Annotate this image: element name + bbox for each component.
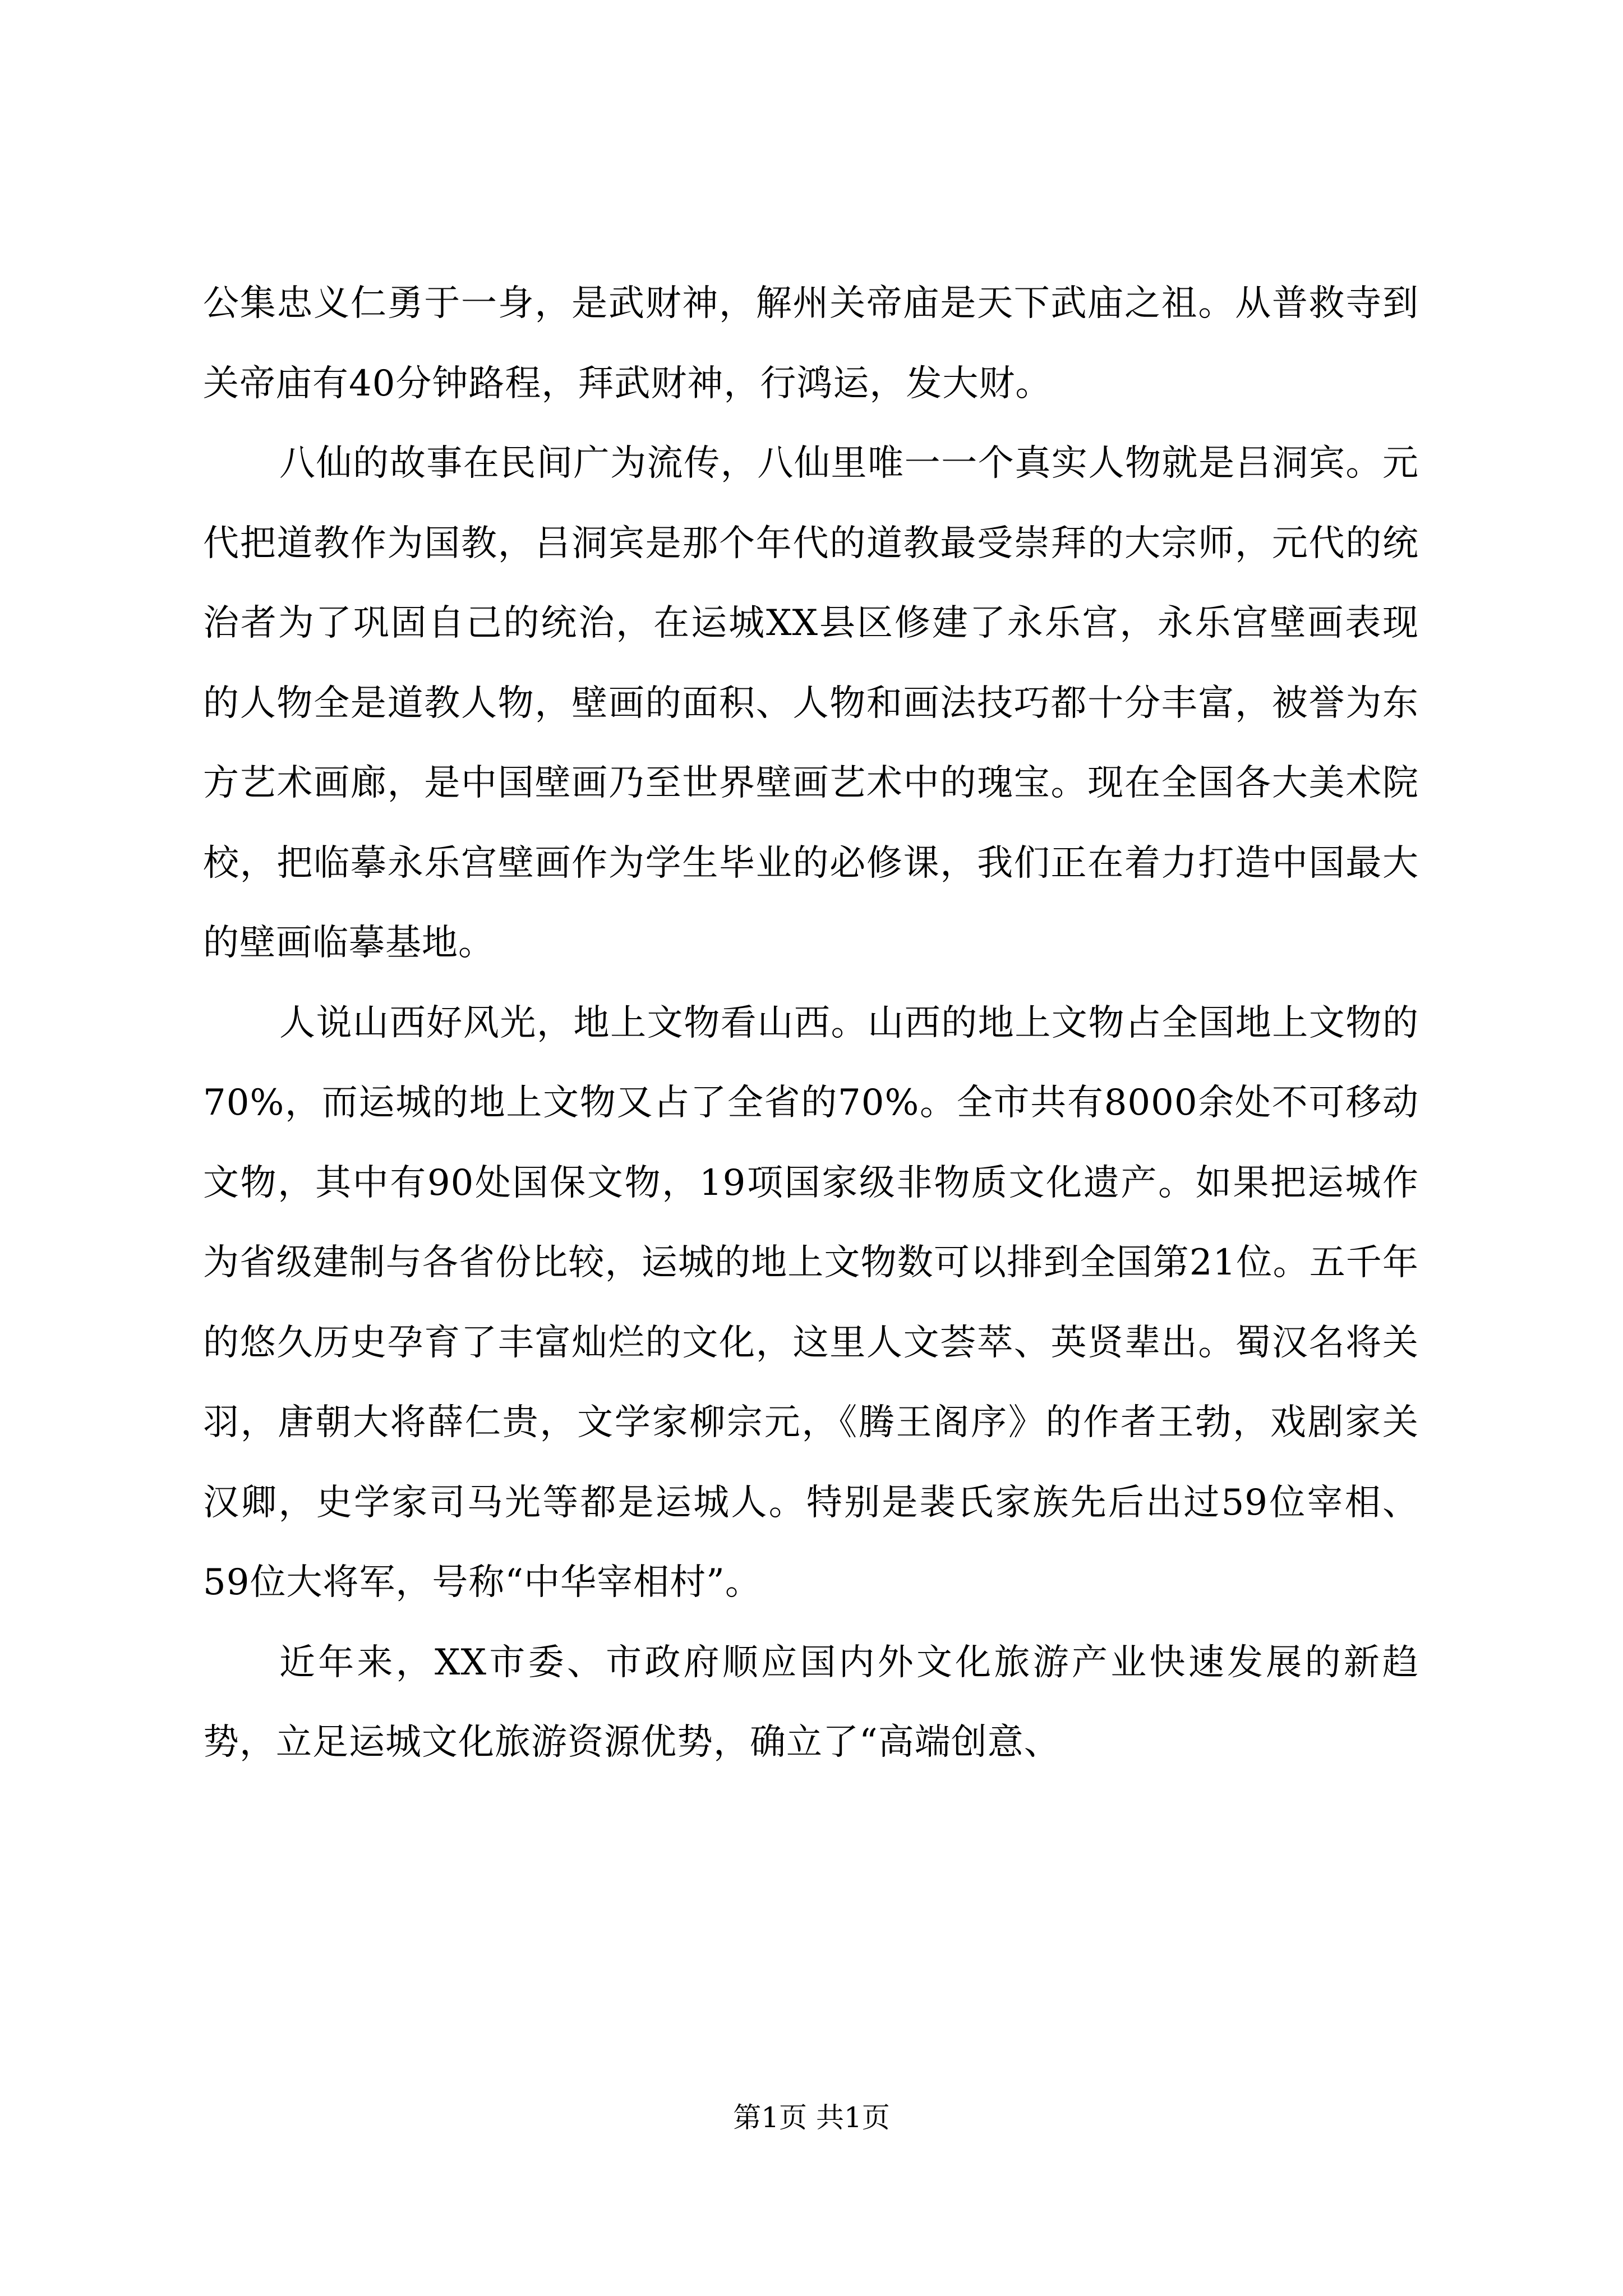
paragraph-4: 近年来，XX市委、市政府顺应国内外文化旅游产业快速发展的新趋势，立足运城文化旅游资源优势，确立了“高端创意、 bbox=[203, 1641, 1419, 1763]
document-body bbox=[203, 264, 1419, 1783]
paragraph-3: 人说山西好风光，地上文物看山西。山西的地上文物占全国地上文物的70%，而运城的地上文物又占了全省的70%。全市共有8000余处不可移动文物，其中有90处国保文物，19项国家级非物质文化遗产。如果把运城作为省级建制与各省份比较，运城的地上文物数可以排到全国第21位。五千年的悠久历史孕育了丰富灿烂的文化，这里人文荟萃、英贤辈出。蜀汉名将关羽，唐朝大将薛仁贵，文学家柳宗元，《腾王阁序》的作者王勃，戏剧家关汉卿，史学家司马光等都是运城人。特别是裴氏家族先后出过59位宰相、59位大将军，号称“中华宰相村”。 bbox=[203, 1002, 1419, 1603]
paragraph-1: 公集忠义仁勇于一身，是武财神，解州关帝庙是天下武庙之祖。从普救寺到关帝庙有40分钟路程，拜武财神，行鸿运，发大财。 bbox=[203, 283, 1419, 404]
page-footer: 第1页 共1页 bbox=[733, 2101, 890, 2134]
paragraph-2: 八仙的故事在民间广为流传，八仙里唯一一个真实人物就是吕洞宾。元代把道教作为国教，吕洞宾是那个年代的道教最受崇拜的大宗师，元代的统治者为了巩固自己的统治，在运城XX县区修建了永乐宫，永乐宫壁画表现的人物全是道教人物，壁画的面积、人物和画法技巧都十分丰富，被誉为东方艺术画廊，是中国壁画乃至世界壁画艺术中的瑰宝。现在全国各大美术院校，把临摹永乐宫壁画作为学生毕业的必修课，我们正在着力打造中国最大的壁画临摹基地。 bbox=[203, 443, 1419, 964]
